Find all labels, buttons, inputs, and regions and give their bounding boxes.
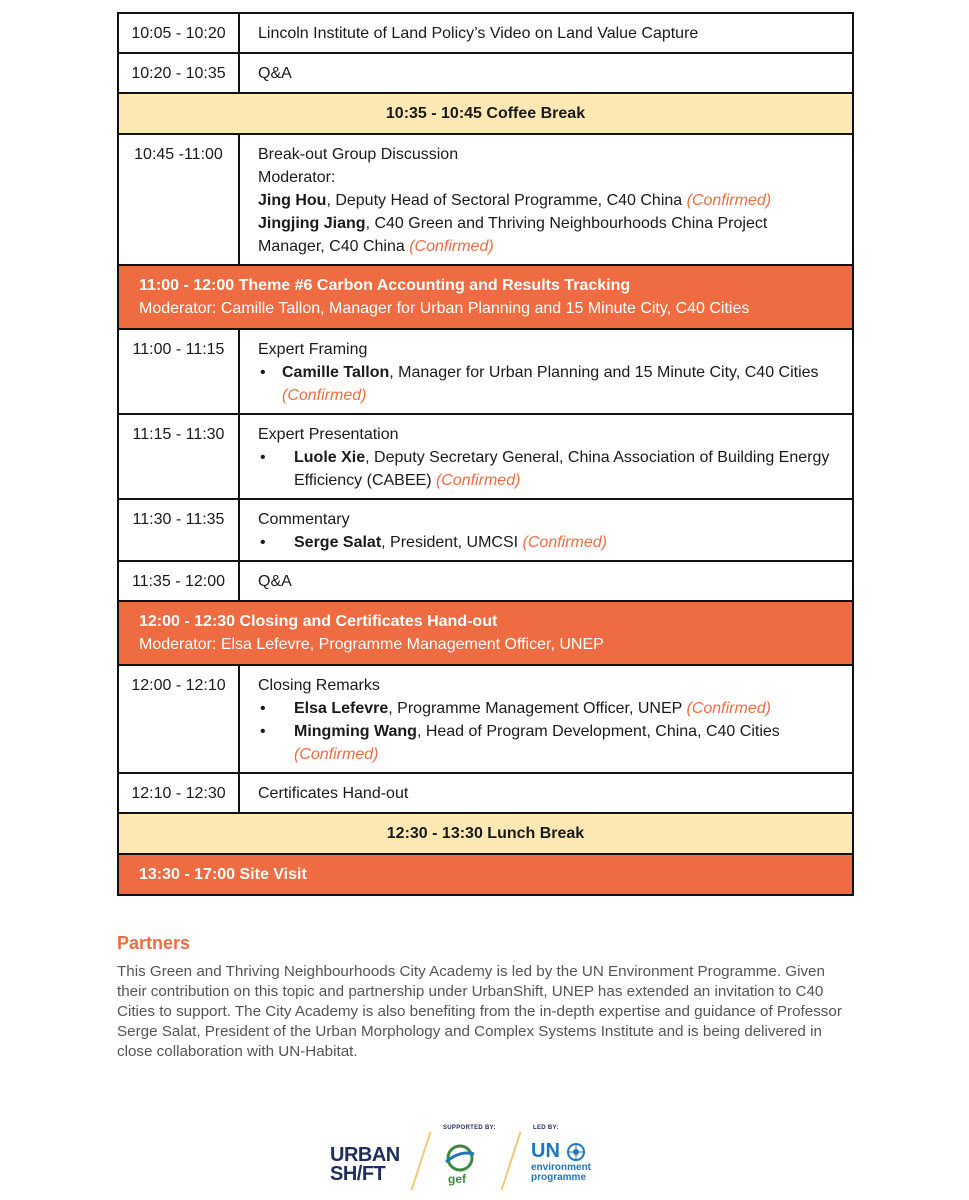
agenda-row xyxy=(118,53,853,93)
site-visit-cell xyxy=(118,854,853,895)
theme-title: 11:00 - 12:00 Theme #6 Carbon Accounting and Results Tracking xyxy=(139,277,631,294)
closing-header-cell xyxy=(118,601,853,665)
confirmed-status: (Confirmed) xyxy=(409,238,494,255)
session-cell xyxy=(239,134,853,265)
session-cell xyxy=(239,414,853,499)
agenda-table xyxy=(117,12,854,896)
agenda-row xyxy=(118,414,853,499)
speaker-name: Luole Xie xyxy=(294,449,366,466)
urbanshift-logo-line2: SH/FT xyxy=(330,1163,386,1185)
session-title: Expert Presentation xyxy=(258,426,399,443)
site-visit-title: 13:30 - 17:00 Site Visit xyxy=(139,866,307,883)
closing-moderator: Moderator: Elsa Lefevre, Programme Management Officer, UNEP xyxy=(139,636,604,653)
time-cell: 11:00 - 11:15 xyxy=(118,329,239,414)
time-cell: 11:35 - 12:00 xyxy=(118,561,239,601)
agenda-row xyxy=(118,665,853,773)
speaker-bullet xyxy=(258,361,834,407)
time-cell: 12:10 - 12:30 xyxy=(118,773,239,813)
un-logo-text: UN xyxy=(531,1140,560,1162)
coffee-break-row xyxy=(118,93,853,134)
theme-header-cell xyxy=(118,265,853,329)
agenda-row xyxy=(118,773,853,813)
speaker-name: Elsa Lefevre xyxy=(294,700,389,717)
theme-moderator: Moderator: Camille Tallon, Manager for Urban Planning and 15 Minute City, C40 Cities xyxy=(139,300,750,317)
session-cell: Certificates Hand-out xyxy=(239,773,853,813)
speaker-role: , Deputy Secretary General, China Association of Building Energy Efficiency (CABEE) xyxy=(294,449,830,489)
coffee-break-label: 10:35 - 10:45 Coffee Break xyxy=(118,93,853,134)
logo-divider xyxy=(501,1132,522,1190)
time-cell: 10:05 - 10:20 xyxy=(118,13,239,53)
speaker-name: Mingming Wang xyxy=(294,723,417,740)
partners-heading: Partners xyxy=(117,933,191,953)
un-environment-programme xyxy=(531,1163,591,1183)
lunch-break-label: 12:30 - 13:30 Lunch Break xyxy=(118,813,853,854)
session-title: Expert Framing xyxy=(258,341,368,358)
confirmed-status: (Confirmed) xyxy=(686,192,772,209)
speaker-bullet xyxy=(258,720,834,766)
speaker-bullet xyxy=(258,446,834,492)
gef-logo: gef xyxy=(448,1172,466,1186)
session-cell: Lincoln Institute of Land Policy’s Video on Land Value Capture xyxy=(239,13,853,53)
speaker-name: Camille Tallon xyxy=(282,364,390,381)
speaker-name: Serge Salat xyxy=(294,534,382,551)
session-title: Commentary xyxy=(258,511,350,528)
session-cell xyxy=(239,665,853,773)
speaker-role: , President, UMCSI xyxy=(381,534,523,551)
session-title: Closing Remarks xyxy=(258,677,380,694)
bullet-icon: • xyxy=(260,449,266,466)
speaker xyxy=(258,212,834,258)
agenda-row xyxy=(118,499,853,561)
session-title: Break-out Group Discussion xyxy=(258,146,459,163)
lunch-break-row xyxy=(118,813,853,854)
closing-header-row xyxy=(118,601,853,665)
speaker-name: Jingjing Jiang xyxy=(258,215,366,232)
agenda-row xyxy=(118,329,853,414)
gef-globe-icon xyxy=(443,1144,477,1172)
bullet-icon: • xyxy=(260,364,266,381)
agenda-row xyxy=(118,561,853,601)
bullet-icon: • xyxy=(260,700,266,717)
time-cell: 10:20 - 10:35 xyxy=(118,53,239,93)
closing-title: 12:00 - 12:30 Closing and Certificates Hand-out xyxy=(139,613,498,630)
confirmed-status: (Confirmed) xyxy=(282,387,367,404)
urbanshift-logo-line1: URBAN xyxy=(330,1144,400,1166)
logo-divider xyxy=(411,1132,432,1190)
partner-logos xyxy=(330,1122,630,1192)
speaker-name: Jing Hou xyxy=(258,192,327,209)
site-visit-row xyxy=(118,854,853,895)
confirmed-status: (Confirmed) xyxy=(294,746,379,763)
theme-header-row xyxy=(118,265,853,329)
speaker-role: , Manager for Urban Planning and 15 Minute City, C40 Cities xyxy=(389,364,819,381)
speaker-bullet xyxy=(258,697,834,720)
agenda-row xyxy=(118,13,853,53)
bullet-icon: • xyxy=(260,534,266,551)
led-by-label: LED BY: xyxy=(533,1125,559,1131)
agenda-row xyxy=(118,134,853,265)
time-cell: 10:45 -11:00 xyxy=(118,134,239,265)
confirmed-status: (Confirmed) xyxy=(522,534,607,551)
urbanshift-logo xyxy=(330,1146,400,1184)
session-cell: Q&A xyxy=(239,53,853,93)
speaker-role: , C40 Green and Thriving Neighbourhoods China Project Manager, C40 China xyxy=(258,215,768,255)
partners-paragraph: This Green and Thriving Neighbourhoods City Academy is led by the UN Environment Programme. Given their contribution on this topic and partnership under UrbanShift, UNEP has extended an invitation to C40 Cities to support. The City Academy is also benefiting from the in-depth expertise and guidance of Professor Serge Salat, President of the Urban Morphology and Complex Systems Institute and is being delivered in close collaboration with UN-Habitat. xyxy=(117,963,842,1060)
un-line1: environment xyxy=(531,1162,592,1173)
bullet-icon: • xyxy=(260,723,266,740)
speaker-role: , Head of Program Development, China, C40 Cities xyxy=(416,723,780,740)
session-cell: Q&A xyxy=(239,561,853,601)
speaker-role: , Deputy Head of Sectoral Programme, C40 China xyxy=(326,192,687,209)
supported-by-label: SUPPORTED BY: xyxy=(443,1125,496,1131)
confirmed-status: (Confirmed) xyxy=(686,700,771,717)
un-emblem-icon xyxy=(566,1142,586,1162)
session-cell xyxy=(239,499,853,561)
un-line2: programme xyxy=(531,1172,587,1183)
moderator-label: Moderator: xyxy=(258,169,336,186)
confirmed-status: (Confirmed) xyxy=(435,472,521,489)
speaker-role: , Programme Management Officer, UNEP xyxy=(388,700,687,717)
session-cell xyxy=(239,329,853,414)
time-cell: 11:15 - 11:30 xyxy=(118,414,239,499)
time-cell: 11:30 - 11:35 xyxy=(118,499,239,561)
speaker-bullet xyxy=(258,531,834,554)
time-cell: 12:00 - 12:10 xyxy=(118,665,239,773)
speaker xyxy=(258,189,834,212)
